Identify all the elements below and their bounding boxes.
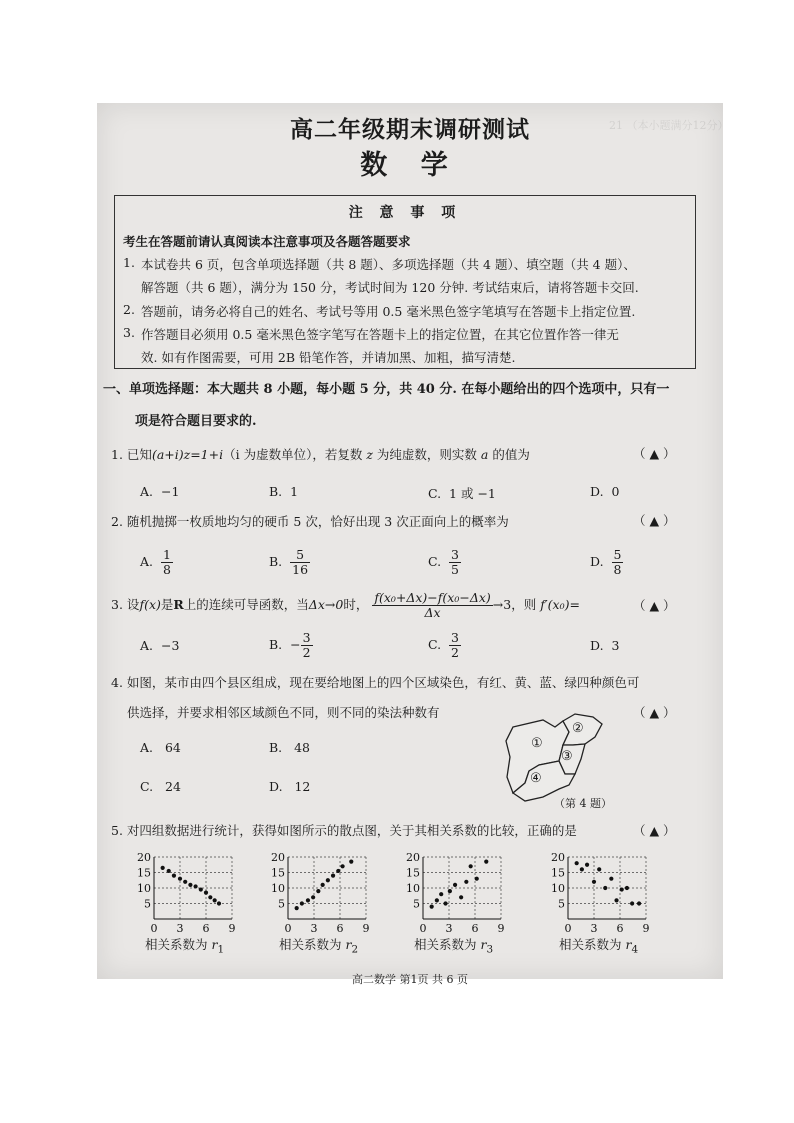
data-point [625,886,629,890]
y-tick-label: 15 [271,866,285,880]
x-tick-label: 9 [497,922,505,935]
scatter-caption-1: 相关系数为 $r_1$ [145,937,225,956]
q2-option-b: B. $\frac{5}{16}$ [269,547,309,577]
data-point [443,901,447,905]
scatter-svg [134,847,234,935]
data-point [336,869,340,873]
q4-option-a: A. 64 [140,740,181,755]
question-4-line2: 供选择，并要求相邻区域颜色不同，则不同的染法种数有 [127,705,440,720]
region-4-label: ④ [530,771,542,786]
y-tick-label: 20 [551,851,565,864]
x-tick-label: 6 [616,922,624,935]
scatter-svg [268,847,368,935]
q1-option-b: B. 1 [269,484,299,499]
notice-intro: 考生在答题前请认真阅读本注意事项及各题答题要求 [123,234,411,249]
data-point [194,884,198,888]
q4-option-d: D. 12 [269,779,311,794]
notice-title: 注 意 事 项 [348,205,462,221]
x-tick-label: 3 [176,922,184,935]
exam-page [97,103,729,986]
data-point [204,891,208,895]
data-point [326,878,330,882]
x-tick-label: 6 [202,922,210,935]
q2-option-d: D. $\frac{5}{8}$ [590,547,622,577]
data-point [575,861,579,865]
region-1-label: ① [531,736,543,751]
notice-item-3-num: 3. [123,325,135,340]
data-point [484,860,488,864]
x-tick-label: 9 [642,922,650,935]
data-point [167,869,171,873]
data-point [161,866,165,870]
data-point [316,889,320,893]
notice-item-1-line1: 本试卷共 6 页，包含单项选择题（共 8 题）、多项选择题（共 4 题）、填空题（共 4 题）、 [141,257,636,272]
data-point [464,880,468,884]
x-tick-label: 0 [419,922,427,935]
exam-title: 高二年级期末调研测试 [290,116,530,143]
x-tick-label: 3 [590,922,598,935]
y-tick-label: 15 [551,866,565,880]
notice-item-2-num: 2. [123,302,135,317]
scatter-plot-3 [403,847,503,935]
scatter-plot-4 [548,847,648,935]
data-point [597,867,601,871]
data-point [199,887,203,891]
y-tick-label: 20 [137,851,151,864]
data-point [178,877,182,881]
q2-option-a: A. $\frac{1}{8}$ [140,547,171,577]
y-tick-label: 20 [406,851,420,864]
y-tick-label: 10 [271,882,285,895]
figure-4-caption: （第 4 题） [554,797,612,810]
q4-option-b: B. 48 [269,740,310,755]
data-point [208,895,212,899]
data-point [614,898,618,902]
scatter-caption-2: 相关系数为 $r_2$ [279,937,359,956]
data-point [435,898,439,902]
y-tick-label: 5 [144,897,151,911]
subject-title: 数 学 [360,150,460,181]
data-point [295,906,299,910]
data-point [300,901,304,905]
q3-option-d: D. 3 [590,638,620,653]
data-point [311,895,315,899]
x-tick-label: 6 [336,922,344,935]
scatter-svg [403,847,503,935]
question-1: 1. 已知(a+i)z=1+i（i 为虚数单位），若复数 z 为纯虚数，则实数 a 的值为 [111,447,530,462]
data-point [321,883,325,887]
y-tick-label: 10 [137,882,151,895]
data-point [637,901,641,905]
data-point [592,880,596,884]
scatter-caption-3: 相关系数为 $r_3$ [414,937,494,956]
y-tick-label: 15 [137,866,151,880]
scatter-plot-1 [134,847,234,935]
notice-item-1-num: 1. [123,255,135,270]
data-point [453,883,457,887]
q4-option-c: C. 24 [140,779,181,794]
q3-option-a: A. −3 [140,638,180,653]
data-point [609,877,613,881]
data-point [306,898,310,902]
data-point [331,874,335,878]
notice-item-1-line2: 解答题（共 6 题），满分为 150 分，考试时间为 120 分钟. 考试结束后，请将答题卡交回. [141,280,639,295]
q2-option-c: C. $\frac{3}{5}$ [428,547,459,577]
x-tick-label: 9 [228,922,236,935]
y-tick-label: 5 [558,897,565,911]
notice-box [114,195,696,369]
question-2: 2. 随机抛掷一枚质地均匀的硬币 5 次，恰好出现 3 次正面向上的概率为 [111,514,509,529]
data-point [469,864,473,868]
region-3-label: ③ [561,749,573,764]
q3-option-b: B. − $\frac{3}{2}$ [269,630,311,660]
x-tick-label: 0 [150,922,158,935]
scatter-caption-4: 相关系数为 $r_4$ [559,937,639,956]
x-tick-label: 3 [445,922,453,935]
q1-option-d: D. 0 [590,484,620,499]
data-point [172,874,176,878]
data-point [188,883,192,887]
q1-option-c: C. 1 或 −1 [428,486,496,501]
y-tick-label: 10 [551,882,565,895]
scatter-svg [548,847,648,935]
region-2-label: ② [572,721,584,736]
data-point [341,864,345,868]
data-point [620,887,624,891]
answer-mark: （ ▲ ） [633,823,676,838]
y-tick-label: 10 [406,882,420,895]
notice-item-3-line2: 效. 如有作图需要，可用 2B 铅笔作答，并请加黑、加粗，描写清楚. [141,350,516,365]
data-point [183,880,187,884]
answer-mark: （ ▲ ） [633,705,676,720]
data-point [430,905,434,909]
y-tick-label: 5 [278,897,285,911]
section-heading-line2: 项是符合题目要求的. [135,414,257,429]
bleed-through: 21 （本小题满分12分） [609,119,729,132]
question-3: 3. 设f(x)是R上的连续可导函数，当Δx→0时， $\frac{\text{f(x₀+Δx)−f(x₀−Δx)}}{\Delta x}$ →3，则 f′(x₀)= [111,590,580,620]
notice-item-3-line1: 作答题目必须用 0.5 毫米黑色签字笔写在答题卡上的指定位置，在其它位置作答一律无 [141,327,619,342]
data-point [475,877,479,881]
x-tick-label: 3 [310,922,318,935]
answer-mark: （ ▲ ） [633,513,676,528]
x-tick-label: 0 [284,922,292,935]
data-point [580,867,584,871]
question-4-line1: 4. 如图，某市由四个县区组成，现在要给地图上的四个区域染色，有红、黄、蓝、绿四种颜色可 [111,675,640,690]
section-heading-line1: 一、单项选择题：本大题共 8 小题，每小题 5 分，共 40 分. 在每小题给出的四个选项中，只有一 [103,382,670,397]
answer-mark: （ ▲ ） [633,598,676,613]
answer-mark: （ ▲ ） [633,446,676,461]
data-point [459,895,463,899]
data-point [448,889,452,893]
data-point [585,863,589,867]
data-point [217,901,221,905]
x-tick-label: 6 [471,922,479,935]
data-point [349,860,353,864]
data-point [439,892,443,896]
data-point [630,901,634,905]
x-tick-label: 0 [564,922,572,935]
x-tick-label: 9 [362,922,370,935]
data-point [603,886,607,890]
data-point [213,898,217,902]
y-tick-label: 15 [406,866,420,880]
q3-option-c: C. $\frac{3}{2}$ [428,630,459,660]
page-footer: 高二数学 第1页 共 6 页 [352,973,468,986]
scatter-plot-2 [268,847,368,935]
q1-option-a: A. −1 [140,484,180,499]
y-tick-label: 20 [271,851,285,864]
y-tick-label: 5 [413,897,420,911]
question-5: 5. 对四组数据进行统计，获得如图所示的散点图，关于其相关系数的比较，正确的是 [111,823,577,838]
notice-item-2-line1: 答题前，请务必将自己的姓名、考试号等用 0.5 毫米黑色签字笔填写在答题卡上指定位置. [141,304,636,319]
